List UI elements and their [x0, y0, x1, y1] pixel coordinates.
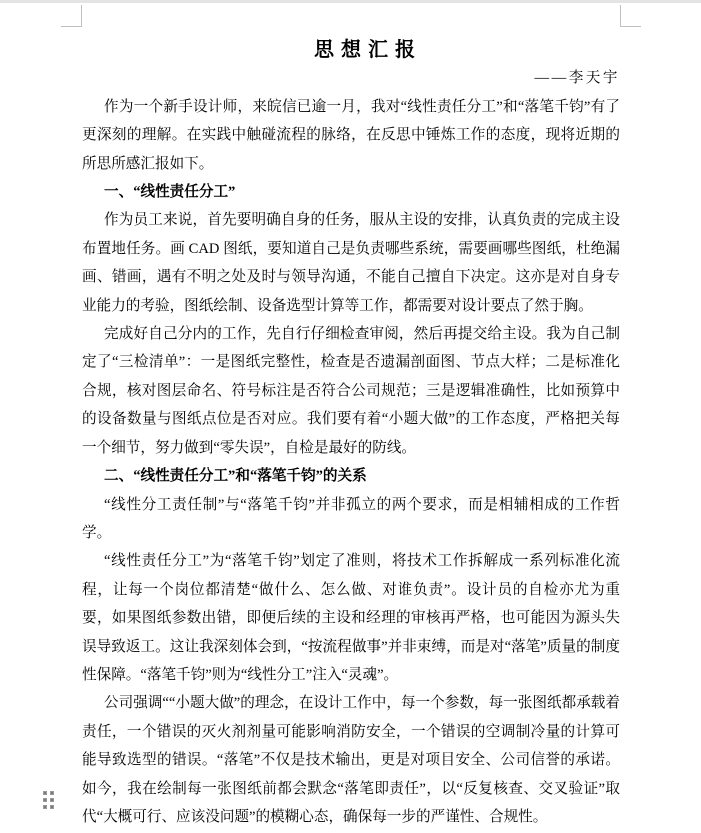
dot [50, 798, 54, 802]
dot [50, 805, 54, 809]
drag-handle-dots[interactable] [43, 791, 54, 809]
document-title: 思想汇报 [314, 39, 422, 61]
dot [50, 791, 54, 795]
paragraph: 完成好自己分内的工作，先自行仔细检查审阅，然后再提交给主设。我为自己制定了“三检清单”：一是图纸完整性，检查是否遗漏剖面图、节点大样；二是标准化合规，核对图层命名、符号标注是否符合公司规范；三是逻辑准确性，比如预算中的设备数量与图纸点位是否对应。我们要有着“小题大做”的工作态度，严格把关每一个细节，努力做到“零失误”，自检是最好的防线。 [82, 326, 620, 456]
paragraph: “线性责任分工”为“落笔千钧”划定了准则，将技术工作拆解成一系列标准化流程，让每一个岗位都清楚“做什么、怎么做、对谁负责”。设计员的自检亦尤为重要，如果图纸参数出错，即便后续的主设和经理的审核再严格，也可能因为源头失误导致返工。这让我深刻体会到，“按流程做事”并非束缚，而是对“落笔”质量的制度性保障。“落笔千钧”则为“线性分工”注入“灵魂”。 [82, 553, 620, 683]
margin-crop-mark-top-right [620, 5, 621, 27]
dot [43, 805, 47, 809]
paragraph: 公司强调““小题大做”的理念，在设计工作中，每一个参数，每一张图纸都承载着责任，一个错误的灭火剂剂量可能影响消防安全，一个错误的空调制冷量的计算可能导致选型的错误。“落笔”不仅是技术输出，更是对项目安全、公司信誉的承诺。如今，我在绘制每一张图纸前都会默念“落笔即责任”，以“反复核查、交叉验证”取代“大概可行、应该没问题”的模糊心态，确保每一步的严谨性、合规性。 [82, 695, 620, 825]
margin-crop-mark-top-right [620, 26, 641, 27]
section-heading-2: 二、“线性责任分工”和“落笔千钧”的关系 [104, 468, 367, 485]
paragraph-intro: 作为一个新手设计师，来皖信已逾一月，我对“线性责任分工”和“落笔千钧”有了更深刻的理解。在实践中触碰流程的脉络，在反思中锤炼工作的态度，现将近期的所思所感汇报如下。 [82, 98, 620, 172]
paragraph: “线性分工责任制”与“落笔千钧”并非孤立的两个要求，而是相辅相成的工作哲学。 [82, 496, 620, 541]
byline: ——李天宇 [534, 70, 620, 87]
margin-crop-mark-top-left [61, 26, 82, 27]
dot [43, 798, 47, 802]
section-heading-1: 一、“线性责任分工” [104, 184, 236, 201]
window-edge-strip [0, 0, 701, 3]
document-page [82, 36, 620, 831]
margin-crop-mark-top-left [81, 5, 82, 27]
paragraph: 作为员工来说，首先要明确自身的任务，服从主设的安排，认真负责的完成主设布置地任务。画 CAD 图纸，要知道自己是负责哪些系统，需要画哪些图纸，杜绝漏画、错画，遇有不明之处及时与领导沟通，不能自己擅自下决定。这亦是对自身专业能力的考验，图纸绘制、设备选型计算等工作，都需要对设计要点了然于胸。 [82, 212, 620, 314]
dot [43, 791, 47, 795]
